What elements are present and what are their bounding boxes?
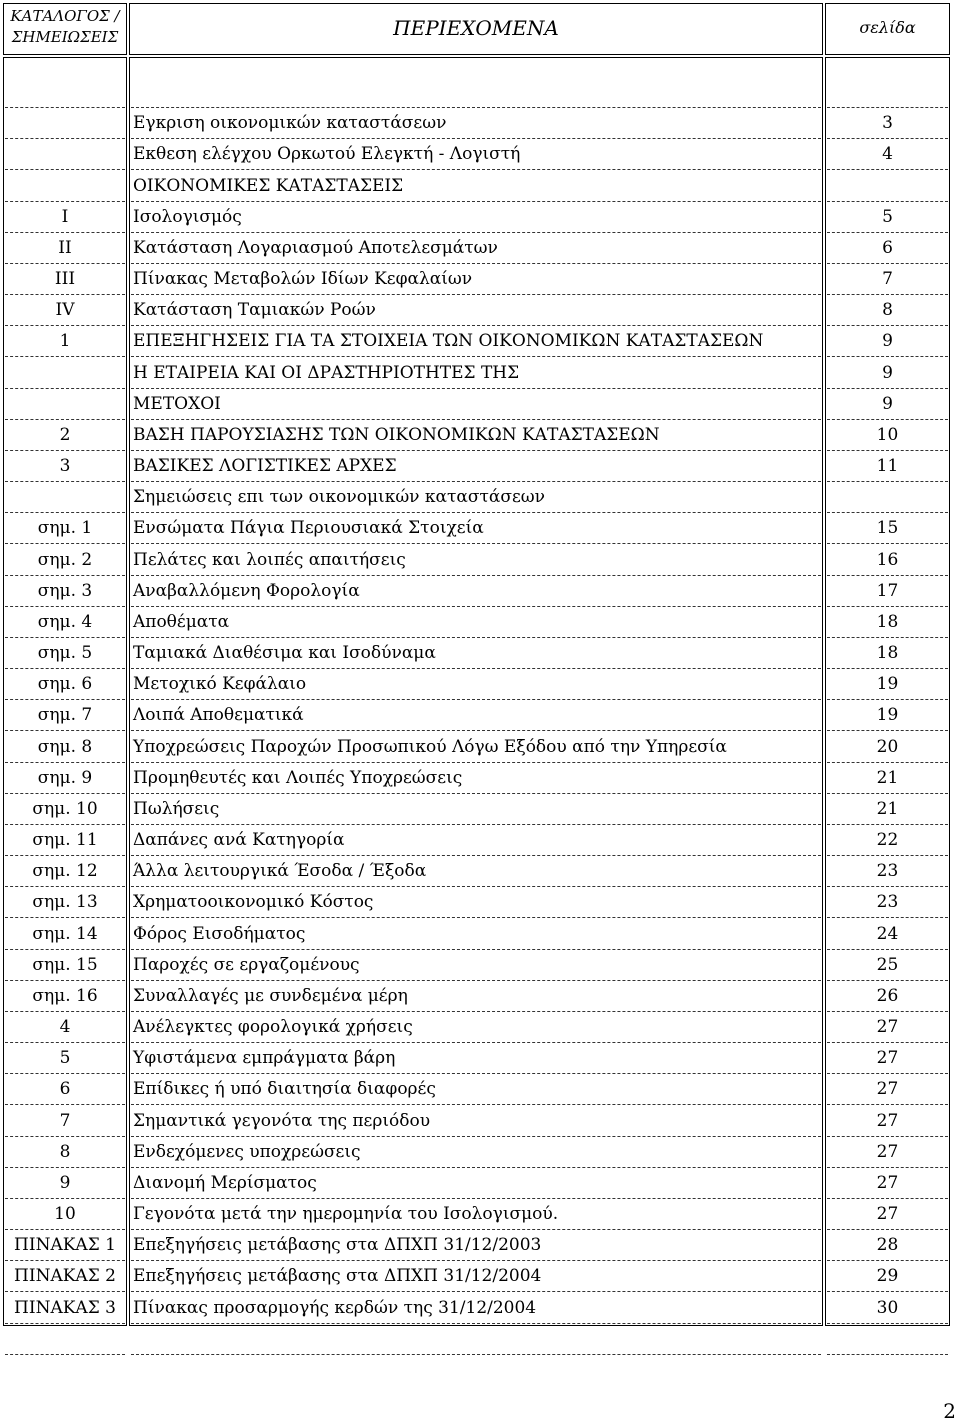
toc-page: 21 <box>876 767 899 788</box>
toc-page: 9 <box>882 362 893 383</box>
toc-category <box>3 108 127 139</box>
toc-category: σημ. 4 <box>37 611 93 632</box>
toc-title: Διανομή Μερίσματος <box>133 1172 317 1193</box>
toc-row <box>0 482 960 513</box>
toc-row <box>0 264 960 295</box>
toc-row <box>0 233 960 264</box>
toc-title: Ενδεχόμενες υποχρεώσεις <box>133 1141 361 1162</box>
toc-page: 22 <box>876 830 899 851</box>
toc-category <box>3 1324 127 1355</box>
toc-row <box>0 1106 960 1137</box>
toc-row <box>0 358 960 389</box>
toc-row <box>0 171 960 202</box>
toc-page: 23 <box>876 892 899 913</box>
toc-page: 4 <box>882 144 893 165</box>
toc-title: Χρηματοοικονομικό Κόστος <box>133 892 374 913</box>
toc-row <box>0 295 960 326</box>
toc-category <box>3 77 127 108</box>
toc-category: σημ. 9 <box>37 767 93 788</box>
toc-title: ΜΕΤΟΧΟΙ <box>133 393 221 414</box>
toc-category: ΠΙΝΑΚΑΣ 1 <box>14 1235 116 1256</box>
toc-page: 18 <box>876 643 899 664</box>
toc-title: Επίδικες ή υπό διαιτησία διαφορές <box>133 1079 436 1100</box>
toc-category: σημ. 12 <box>32 861 98 882</box>
toc-row <box>0 545 960 576</box>
toc-category: III <box>54 269 76 290</box>
toc-category <box>3 482 127 513</box>
contents-header: ΠΕΡΙΕΧΟΜΕΝΑ <box>393 16 559 40</box>
toc-page: 8 <box>882 300 893 321</box>
toc-page: 26 <box>876 985 899 1006</box>
toc-title: Φόρος Εισοδήματος <box>133 923 306 944</box>
toc-page: 27 <box>876 1141 899 1162</box>
toc-page: 29 <box>876 1266 899 1287</box>
toc-page: 10 <box>876 424 899 445</box>
toc-page: 5 <box>882 206 893 227</box>
toc-row <box>0 1168 960 1199</box>
toc-title: Παροχές σε εργαζομένους <box>133 954 360 975</box>
catalog-header-line2: ΣΗΜΕΙΩΣΕΙΣ <box>11 28 119 46</box>
toc-category: 6 <box>59 1079 71 1100</box>
toc-row <box>0 732 960 763</box>
toc-row <box>0 389 960 420</box>
toc-page: 11 <box>876 456 899 477</box>
toc-row <box>0 1324 960 1355</box>
toc-page: 7 <box>882 269 893 290</box>
catalog-header-line1: ΚΑΤΑΛΟΓΟΣ / <box>10 7 120 25</box>
toc-title: Σημειώσεις επι των οικονομικών καταστάσεων <box>133 487 546 508</box>
toc-page: 27 <box>876 1017 899 1038</box>
toc-category: σημ. 10 <box>32 798 98 819</box>
toc-row <box>0 825 960 856</box>
toc-category: σημ. 3 <box>37 580 93 601</box>
toc-page: 6 <box>882 237 893 258</box>
toc-page: 9 <box>882 393 893 414</box>
toc-category: σημ. 16 <box>32 985 98 1006</box>
toc-row <box>0 887 960 918</box>
toc-category: σημ. 1 <box>37 518 93 539</box>
toc-title: Πίνακας προσαρμογής κερδών της 31/12/2004 <box>133 1297 537 1318</box>
toc-page <box>825 171 950 202</box>
toc-title: Ενσώματα Πάγια Περιουσιακά Στοιχεία <box>133 518 484 539</box>
toc-category: 1 <box>59 331 71 352</box>
toc-category: 3 <box>59 456 71 477</box>
toc-category: σημ. 8 <box>37 736 93 757</box>
page-number: 2 <box>943 1399 956 1423</box>
toc-row <box>0 1293 960 1324</box>
toc-page: 9 <box>882 331 893 352</box>
toc-row <box>0 1074 960 1105</box>
toc-row <box>0 763 960 794</box>
toc-page: 16 <box>876 549 899 570</box>
toc-title: Κατάσταση Λογαριασμού Αποτελεσμάτων <box>133 237 498 258</box>
toc-page: 25 <box>876 954 899 975</box>
toc-row <box>0 451 960 482</box>
toc-title: Προμηθευτές και Λοιπές Υποχρεώσεις <box>133 767 463 788</box>
toc-category: 4 <box>59 1017 71 1038</box>
toc-page: 3 <box>882 113 893 134</box>
toc-category: σημ. 5 <box>37 643 93 664</box>
toc-row <box>0 420 960 451</box>
dashed-row-rule <box>827 1354 948 1355</box>
toc-row <box>0 919 960 950</box>
dashed-row-rule <box>5 1354 125 1355</box>
toc-title: Κατάσταση Ταμιακών Ροών <box>133 300 376 321</box>
toc-title: Επεξηγήσεις μετάβασης στα ΔΠΧΠ 31/12/2003 <box>133 1235 542 1256</box>
toc-title: Συναλλαγές με συνδεμένα μέρη <box>133 985 408 1006</box>
toc-title: Σημαντικά γεγονότα της περιόδου <box>133 1110 431 1131</box>
toc-category: 10 <box>54 1204 76 1225</box>
toc-category: σημ. 6 <box>37 674 93 695</box>
toc-row <box>0 981 960 1012</box>
dashed-row-rule <box>131 1354 821 1355</box>
toc-row <box>0 202 960 233</box>
toc-category: ΠΙΝΑΚΑΣ 3 <box>14 1297 116 1318</box>
toc-page: 30 <box>876 1297 899 1318</box>
toc-row <box>0 669 960 700</box>
toc-category <box>3 139 127 170</box>
toc-category: II <box>58 237 72 258</box>
toc-title <box>133 1324 833 1355</box>
toc-title: Ισολογισμός <box>133 206 242 227</box>
toc-category: σημ. 7 <box>37 705 93 726</box>
toc-row <box>0 326 960 357</box>
toc-page: 18 <box>876 611 899 632</box>
toc-page: 23 <box>876 861 899 882</box>
toc-row <box>0 1137 960 1168</box>
toc-row <box>0 700 960 731</box>
toc-title: Επεξηγήσεις μετάβασης στα ΔΠΧΠ 31/12/2004 <box>133 1266 542 1287</box>
toc-category <box>3 389 127 420</box>
toc-row <box>0 1261 960 1292</box>
toc-row <box>0 607 960 638</box>
toc-title: ΒΑΣΗ ΠΑΡΟΥΣΙΑΣΗΣ ΤΩΝ ΟΙΚΟΝΟΜΙΚΩΝ ΚΑΤΑΣΤΑΣΕΩΝ <box>133 424 660 445</box>
toc-title: Ανέλεγκτες φορολογικά χρήσεις <box>133 1017 413 1038</box>
toc-title: Αποθέματα <box>133 611 230 632</box>
toc-page: 19 <box>876 705 899 726</box>
toc-row <box>0 1043 960 1074</box>
toc-title: Εκθεση ελέγχου Ορκωτού Ελεγκτή - Λογιστή <box>133 144 521 165</box>
toc-page: 27 <box>876 1048 899 1069</box>
toc-row <box>0 1012 960 1043</box>
toc-category: σημ. 13 <box>32 892 98 913</box>
toc-category <box>3 171 127 202</box>
toc-title: Η ΕΤΑΙΡΕΙΑ ΚΑΙ ΟΙ ΔΡΑΣΤΗΡΙΟΤΗΤΕΣ ΤΗΣ <box>133 362 520 383</box>
toc-title: Υφιστάμενα εμπράγματα βάρη <box>133 1048 396 1069</box>
toc-row <box>0 77 960 108</box>
toc-title: Μετοχικό Κεφάλαιο <box>133 674 307 695</box>
toc-page: 21 <box>876 798 899 819</box>
toc-category <box>3 358 127 389</box>
toc-row <box>0 1230 960 1261</box>
toc-category: I <box>61 206 69 227</box>
toc-page: 24 <box>876 923 899 944</box>
toc-category: 2 <box>59 424 71 445</box>
toc-page: 27 <box>876 1079 899 1100</box>
toc-row <box>0 1199 960 1230</box>
toc-title: Πελάτες και λοιπές απαιτήσεις <box>133 549 406 570</box>
toc-category: σημ. 14 <box>32 923 98 944</box>
toc-category: σημ. 2 <box>37 549 93 570</box>
toc-title: Γεγονότα μετά την ημερομηνία του Ισολογισμού. <box>133 1204 559 1225</box>
toc-category: 8 <box>59 1141 71 1162</box>
toc-page: 17 <box>876 580 899 601</box>
toc-title: ΟΙΚΟΝΟΜΙΚΕΣ ΚΑΤΑΣΤΑΣΕΙΣ <box>133 175 404 196</box>
toc-row <box>0 638 960 669</box>
toc-row <box>0 108 960 139</box>
toc-page: 20 <box>876 736 899 757</box>
toc-page <box>825 482 950 513</box>
toc-title: Λοιπά Αποθεματικά <box>133 705 304 726</box>
toc-title: ΕΠΕΞΗΓΗΣΕΙΣ ΓΙΑ ΤΑ ΣΤΟΙΧΕΙΑ ΤΩΝ ΟΙΚΟΝΟΜΙΚΩΝ ΚΑΤΑΣΤΑΣΕΩΝ <box>133 331 764 352</box>
toc-title: Δαπάνες ανά Κατηγορία <box>133 830 345 851</box>
toc-page: 19 <box>876 674 899 695</box>
toc-title: Αναβαλλόμενη Φορολογία <box>133 580 360 601</box>
toc-title: Ταμιακά Διαθέσιμα και Ισοδύναμα <box>133 643 436 664</box>
toc-category: IV <box>55 300 75 321</box>
toc-category: σημ. 11 <box>32 830 98 851</box>
toc-title: ΒΑΣΙΚΕΣ ΛΟΓΙΣΤΙΚΕΣ ΑΡΧΕΣ <box>133 456 397 477</box>
toc-row <box>0 950 960 981</box>
toc-category: ΠΙΝΑΚΑΣ 2 <box>14 1266 116 1287</box>
toc-page: 27 <box>876 1204 899 1225</box>
toc-page <box>825 77 950 108</box>
toc-page: 28 <box>876 1235 899 1256</box>
toc-title: Εγκριση οικονομικών καταστάσεων <box>133 113 447 134</box>
toc-category: σημ. 15 <box>32 954 98 975</box>
toc-category: 9 <box>59 1172 71 1193</box>
toc-row <box>0 794 960 825</box>
toc-page <box>825 1324 950 1355</box>
page-header: σελίδα <box>859 18 916 37</box>
toc-page: 27 <box>876 1110 899 1131</box>
toc-page: 27 <box>876 1172 899 1193</box>
toc-page: 15 <box>876 518 899 539</box>
toc-row <box>0 856 960 887</box>
toc-category: 5 <box>59 1048 71 1069</box>
toc-title <box>133 77 833 108</box>
toc-title: Πίνακας Μεταβολών Ιδίων Κεφαλαίων <box>133 269 473 290</box>
toc-title: Υποχρεώσεις Παροχών Προσωπικού Λόγω Εξόδου από την Υπηρεσία <box>133 736 727 757</box>
toc-row <box>0 139 960 170</box>
toc-title: Άλλα λειτουργικά Έσοδα / Έξοδα <box>133 861 427 882</box>
toc-category: 7 <box>59 1110 71 1131</box>
toc-row <box>0 576 960 607</box>
toc-row <box>0 513 960 544</box>
toc-title: Πωλήσεις <box>133 798 220 819</box>
